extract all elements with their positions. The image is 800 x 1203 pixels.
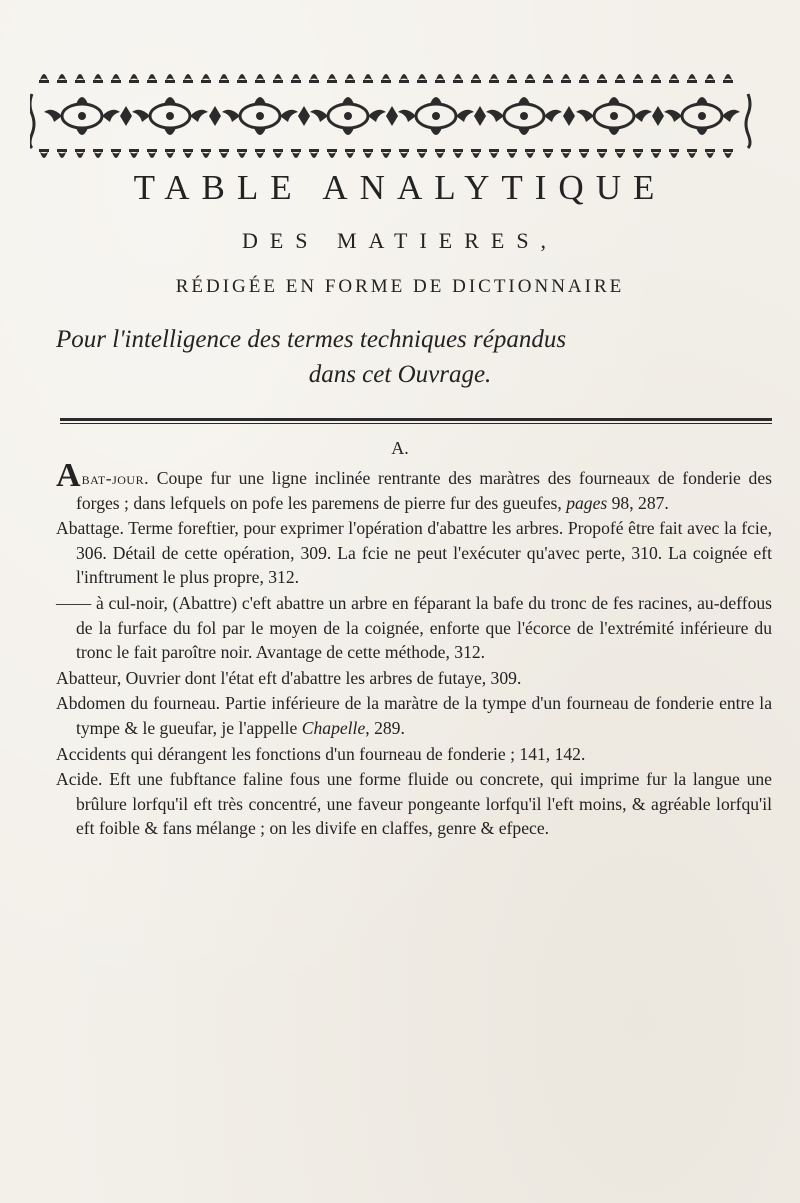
ornament-mark (112, 152, 120, 158)
ornament-mark (518, 128, 530, 135)
ornament-mark (436, 152, 444, 158)
ornament-mark (345, 80, 355, 83)
ornament-mark (364, 152, 372, 158)
ornament-mark (342, 128, 354, 135)
ornament-mark (345, 149, 355, 152)
ornament-mark (696, 128, 708, 135)
ornament-mark (544, 152, 552, 158)
ornament-mark (202, 152, 210, 158)
ornament-mark (363, 80, 373, 83)
ornament-mark (130, 152, 138, 158)
ornament-mark (399, 149, 409, 152)
ornament-mark (112, 74, 120, 80)
ornament-mark (490, 74, 498, 80)
ornament-mark (292, 74, 300, 80)
ornament-mark (94, 152, 102, 158)
ornament-mark (309, 149, 319, 152)
ornament-mark (132, 110, 150, 122)
entry-term: Abatteur, (56, 667, 122, 688)
ornament-mark (723, 80, 733, 83)
ornament-mark (634, 110, 652, 122)
ornament-mark (342, 97, 354, 104)
entry-text: Terme foreftier, pour exprimer l'opération d'abattre les arbres. Propofé être fait avec la fcie, 306. Détail de cette opération, 309. La fcie ne peut l'exécuter qu'avec perte, 310. La coignée eft l'inftrument le plus propre, 312. (76, 518, 772, 588)
ornament-mark (453, 149, 463, 152)
ornament-mark (220, 74, 228, 80)
ornament-mark (310, 74, 318, 80)
ornament-mark (615, 149, 625, 152)
ornament-mark (706, 74, 714, 80)
title-pour: Pour l'intelligence des termes techniques répandus (56, 326, 567, 353)
ornament-mark (688, 74, 696, 80)
ornament-mark (255, 149, 265, 152)
ornament-mark (669, 149, 679, 152)
ornament-mark (254, 128, 266, 135)
ornament-mark (220, 152, 228, 158)
ornament-mark (164, 97, 176, 104)
ornament-mark (165, 149, 175, 152)
ornament-mark (111, 149, 121, 152)
ornament-mark (166, 112, 174, 120)
ornament-mark (381, 149, 391, 152)
ornament-mark (472, 74, 480, 80)
ornament-mark (256, 112, 264, 120)
title-main: TABLE ANALYTIQUE (133, 168, 667, 207)
ornament-mark (255, 80, 265, 83)
ornament-mark (489, 149, 499, 152)
ornament-mark (364, 74, 372, 80)
ornament-mark (544, 110, 562, 122)
ornament-mark (633, 80, 643, 83)
ornament-mark (184, 74, 192, 80)
ornament-mark (562, 152, 570, 158)
title-rule (60, 418, 772, 424)
ornament-mark (615, 80, 625, 83)
entry-text: Eft une fubftance faline fous une forme fluide ou concrete, qui imprime fur la langue une brûlure lorfqu'il eft très concentré, une faveur pongeante lorfqu'il l'eft moins, & agréable lorfqu'il eft foible & fans mélange ; on les divife en claffes, genre & efpece. (76, 769, 772, 839)
ornament-mark (148, 152, 156, 158)
ornament-mark (183, 80, 193, 83)
entry-text: 141, 142. (515, 743, 586, 764)
ornament-mark (417, 80, 427, 83)
ornament-mark (454, 152, 462, 158)
ornament-mark (453, 80, 463, 83)
entry-term: Accidents qui dérangent les fonctions d'un fourneau de fonderie ; (56, 743, 515, 764)
entry-term: Abdomen du fourneau. (56, 693, 221, 714)
ornament-mark (399, 80, 409, 83)
ornament-mark (687, 149, 697, 152)
ornament-mark (688, 152, 696, 158)
entry-term: Acide. (56, 769, 103, 790)
ornament-mark (664, 110, 682, 122)
ornament-mark (346, 74, 354, 80)
ornament-mark (44, 110, 62, 122)
ornament-mark (508, 74, 516, 80)
ornament-mark (328, 74, 336, 80)
ornament-mark (291, 149, 301, 152)
ornament-mark (39, 149, 49, 152)
ornament-mark (78, 112, 86, 120)
ornament-mark (111, 80, 121, 83)
ornament-mark (486, 110, 504, 122)
ornament-mark (616, 74, 624, 80)
ornament-mark (382, 74, 390, 80)
ornament-mark (435, 80, 445, 83)
ornament-mark (432, 112, 440, 120)
ornament-mark (166, 74, 174, 80)
ornament-mark (670, 74, 678, 80)
index-entry (56, 767, 772, 841)
ornament-mark (201, 149, 211, 152)
ornament-mark (75, 80, 85, 83)
ornament-mark (561, 80, 571, 83)
drop-cap: A (56, 457, 81, 494)
ornament-mark (705, 149, 715, 152)
ornament-mark (291, 80, 301, 83)
ornament-mark (102, 110, 120, 122)
ornament-mark (76, 152, 84, 158)
index-entry (56, 666, 772, 691)
ornament-mark (490, 152, 498, 158)
ornament-mark (256, 74, 264, 80)
ornament-mark (608, 97, 620, 104)
ornament-mark (417, 149, 427, 152)
ornament-mark (237, 149, 247, 152)
ornament-mark (526, 152, 534, 158)
ornament-mark (634, 74, 642, 80)
entry-term: Abattage. (56, 518, 124, 539)
ornament-mark (400, 152, 408, 158)
index-entry (56, 691, 772, 740)
ornament-mark (472, 152, 480, 158)
ornament-mark (238, 74, 246, 80)
ornament-mark (398, 110, 416, 122)
ornament-mark (598, 74, 606, 80)
ornament-mark (148, 74, 156, 80)
ornament-mark (608, 128, 620, 135)
ornament-mark (579, 149, 589, 152)
ornament-mark (202, 74, 210, 80)
ornament-mark (597, 80, 607, 83)
ornament-mark (219, 80, 229, 83)
ornament-mark (184, 152, 192, 158)
ornament-mark (507, 80, 517, 83)
ornament-mark (651, 80, 661, 83)
ornament-mark (120, 106, 132, 126)
ornament-mark (147, 149, 157, 152)
ornament-mark (418, 74, 426, 80)
ornament-mark (75, 149, 85, 152)
ornament-mark (435, 149, 445, 152)
ornament-mark (40, 152, 48, 158)
ornament-mark (651, 149, 661, 152)
ornament-mark (310, 152, 318, 158)
ornament-mark (436, 74, 444, 80)
ornament-mark (237, 80, 247, 83)
ornament-mark (58, 74, 66, 80)
ornament-mark (76, 74, 84, 80)
ornament-mark (580, 152, 588, 158)
ornament-mark (273, 149, 283, 152)
ornament-mark (58, 152, 66, 158)
ornament-mark (576, 110, 594, 122)
ornament-mark (652, 152, 660, 158)
ornament-mark (430, 97, 442, 104)
index-entry (56, 591, 772, 665)
ornament-mark (669, 80, 679, 83)
ornament-mark (327, 149, 337, 152)
entry-ref-pages: 98, 287. (607, 492, 669, 513)
ornament-mark (652, 106, 664, 126)
index-entry (56, 516, 772, 590)
entry-ref: Chapelle (301, 717, 366, 738)
ornament-mark (219, 149, 229, 152)
ornament-mark (526, 74, 534, 80)
ornament-mark (580, 74, 588, 80)
ornament-mark (563, 106, 575, 126)
ornament-mark (454, 74, 462, 80)
ornament-mark (746, 94, 750, 148)
ornament-mark (616, 152, 624, 158)
entry-text: Ouvrier dont l'état eft d'abattre les arbres de futaye, 309. (121, 667, 522, 688)
ornament-mark (400, 74, 408, 80)
ornament-mark (344, 112, 352, 120)
entry-term: bat-jour. (81, 468, 149, 488)
ornament-mark (298, 106, 310, 126)
ornament-mark (687, 80, 697, 83)
ornament-mark (430, 128, 442, 135)
entry-text: (Abattre) c'eft abattre un arbre en féparant la bafe du tronc de fes racines, au-deffous de la furface du fol par le moyen de la coignée, enforte que l'écorce de l'extrémité inférieure du tronc le fait paroître noir. Avantage de cette méthode, 312. (76, 592, 773, 663)
ornament-mark (30, 94, 34, 148)
ornament-mark (698, 112, 706, 120)
ornament-mark (201, 80, 211, 83)
ornament-mark (76, 97, 88, 104)
ornament-mark (722, 110, 740, 122)
ornament-mark (598, 152, 606, 158)
entry-ref: pages (566, 492, 608, 513)
title-redige: RÉDIGÉE EN FORME DE DICTIONNAIRE (175, 276, 625, 297)
ornament-mark (238, 152, 246, 158)
ornament-mark (183, 149, 193, 152)
ornament-mark (57, 149, 67, 152)
ornament-mark (368, 110, 386, 122)
fleuron-border-icon (30, 64, 752, 164)
ornament-mark (579, 80, 589, 83)
ornament-mark (471, 80, 481, 83)
ornament-mark (705, 80, 715, 83)
ornament-mark (597, 149, 607, 152)
ornament-mark (165, 80, 175, 83)
ornament-mark (723, 149, 733, 152)
ornament-mark (222, 110, 240, 122)
ornament-mark (39, 80, 49, 83)
ornament-mark (696, 97, 708, 104)
ornament-mark (508, 152, 516, 158)
ornament-mark (474, 106, 486, 126)
ornament-mark (166, 152, 174, 158)
ornament-mark (147, 80, 157, 83)
ornament-mark (670, 152, 678, 158)
ornament-mark (633, 149, 643, 152)
ornament-mark (274, 152, 282, 158)
entry-term: —— à cul-noir, (56, 592, 168, 613)
ornament-mark (94, 74, 102, 80)
ornament-mark (381, 80, 391, 83)
ornament-mark (386, 106, 398, 126)
ornament-mark (456, 110, 474, 122)
ornament-mark (561, 149, 571, 152)
entry-text: Partie inférieure de la maràtre de la tympe d'un fourneau de fonderie entre la tympe & le gueufar, je l'appelle (76, 693, 773, 738)
title-dans: dans cet Ouvrage. (308, 361, 492, 388)
ornament-mark (346, 152, 354, 158)
ornament-mark (382, 152, 390, 158)
ornament-mark (544, 74, 552, 80)
ornament-mark (525, 80, 535, 83)
ornament-mark (292, 152, 300, 158)
entry-ref-pages: , 289. (365, 717, 405, 738)
title-sub: DES MATIERES, (241, 228, 559, 253)
index-entries (56, 457, 773, 842)
ornament-mark (418, 152, 426, 158)
ornament-mark (652, 74, 660, 80)
ornament-mark (274, 74, 282, 80)
ornament-mark (40, 74, 48, 80)
ornament-mark (93, 149, 103, 152)
ornament-mark (634, 152, 642, 158)
ornament-mark (256, 152, 264, 158)
section-letter: A. (391, 438, 409, 458)
ornament-mark (93, 80, 103, 83)
ornament-mark (164, 128, 176, 135)
ornament-mark (543, 80, 553, 83)
ornament-mark (518, 97, 530, 104)
ornament-mark (328, 152, 336, 158)
ornament-mark (562, 74, 570, 80)
ornament-mark (129, 149, 139, 152)
ornament-mark (254, 97, 266, 104)
ornament-mark (327, 80, 337, 83)
ornament-mark (130, 74, 138, 80)
ornament-mark (129, 80, 139, 83)
ornament-mark (724, 74, 732, 80)
ornament-mark (507, 149, 517, 152)
ornament-mark (363, 149, 373, 152)
ornament-mark (520, 112, 528, 120)
ornament-mark (489, 80, 499, 83)
ornament-mark (273, 80, 283, 83)
ornament-mark (310, 110, 328, 122)
ornament-mark (610, 112, 618, 120)
ornament-mark (209, 106, 221, 126)
index-entry (56, 742, 772, 767)
ornament-mark (57, 80, 67, 83)
index-entry (56, 457, 772, 515)
ornament-mark (543, 149, 553, 152)
ornament-mark (525, 149, 535, 152)
entry-text: Coupe fur une ligne inclinée rentrante des maràtres des fourneaux de fonderie des forges ; dans lefquels on pofe les paremens de pierre fur des gueufes, (76, 468, 772, 513)
ornament-mark (309, 80, 319, 83)
ornament-mark (706, 152, 714, 158)
ornament-mark (76, 128, 88, 135)
ornament-mark (280, 110, 298, 122)
ornament-mark (724, 152, 732, 158)
ornament-mark (471, 149, 481, 152)
ornament-mark (190, 110, 208, 122)
